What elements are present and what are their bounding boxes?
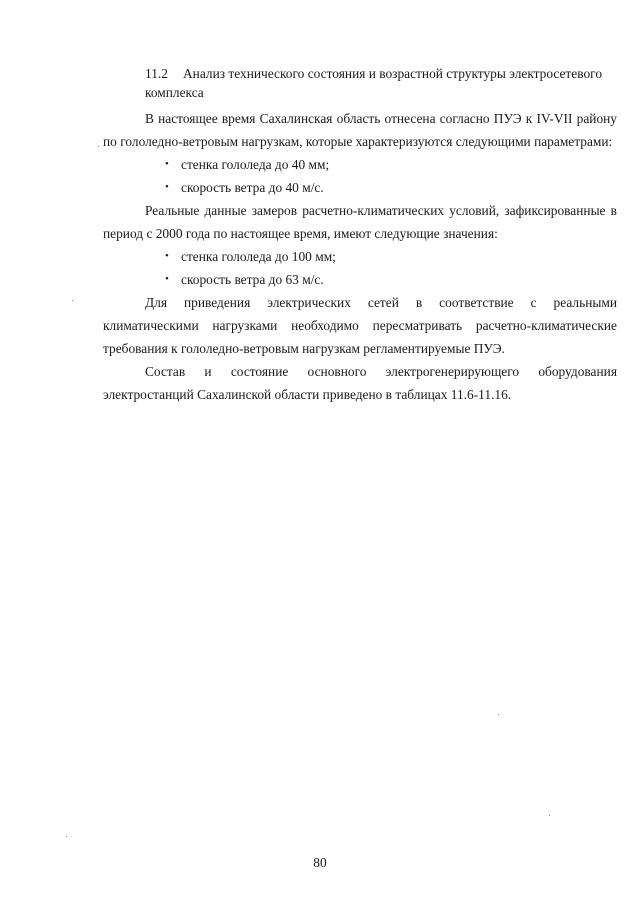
- bullet-icon: •: [165, 158, 169, 170]
- section-heading: [145, 64, 615, 102]
- bullet-icon: •: [165, 273, 169, 285]
- page-number: 80: [313, 855, 327, 870]
- bullet-icon: •: [165, 250, 169, 262]
- list-item: [165, 245, 617, 268]
- scan-speck: [72, 300, 73, 301]
- scan-speck: [549, 815, 550, 816]
- scan-speck: [66, 836, 67, 837]
- paragraph-2: Реальные данные замеров расчетно-климатических условий, зафиксированные в период с 2000 года по настоящее время, имеют следующие значения:: [103, 203, 617, 241]
- bullet-list-1: [103, 153, 617, 199]
- list-item-text: скорость ветра до 40 м/с.: [181, 180, 324, 195]
- section-title: Анализ технического состояния и возрастной структуры электросетевого комплекса: [145, 66, 603, 100]
- bullet-icon: •: [165, 181, 169, 193]
- scan-speck: [498, 714, 499, 715]
- list-item-text: стенка гололеда до 40 мм;: [181, 157, 330, 172]
- section-number: 11.2: [145, 66, 168, 81]
- list-item: [165, 176, 617, 199]
- list-item: [165, 268, 617, 291]
- bullet-list-2: [103, 245, 617, 291]
- paragraph-4: Состав и состояние основного электрогенерирующего оборудования электростанций Сахалинской области приведено в таблицах 11.6-11.16.: [103, 364, 617, 402]
- list-item: [165, 153, 617, 176]
- scan-speck: [98, 146, 99, 147]
- body-text: [103, 107, 617, 406]
- paragraph-3: Для приведения электрических сетей в соответствие с реальными климатическими нагрузками необходимо пересматривать расчетно-климатические требования к гололедно-ветровым нагрузкам регламентируемые ПУЭ.: [103, 295, 617, 356]
- list-item-text: скорость ветра до 63 м/с.: [181, 272, 324, 287]
- list-item-text: стенка гололеда до 100 мм;: [181, 249, 336, 264]
- paragraph-1: В настоящее время Сахалинская область отнесена согласно ПУЭ к IV-VII району по гололедно-ветровым нагрузкам, которые характеризуются следующими параметрами:: [103, 111, 617, 149]
